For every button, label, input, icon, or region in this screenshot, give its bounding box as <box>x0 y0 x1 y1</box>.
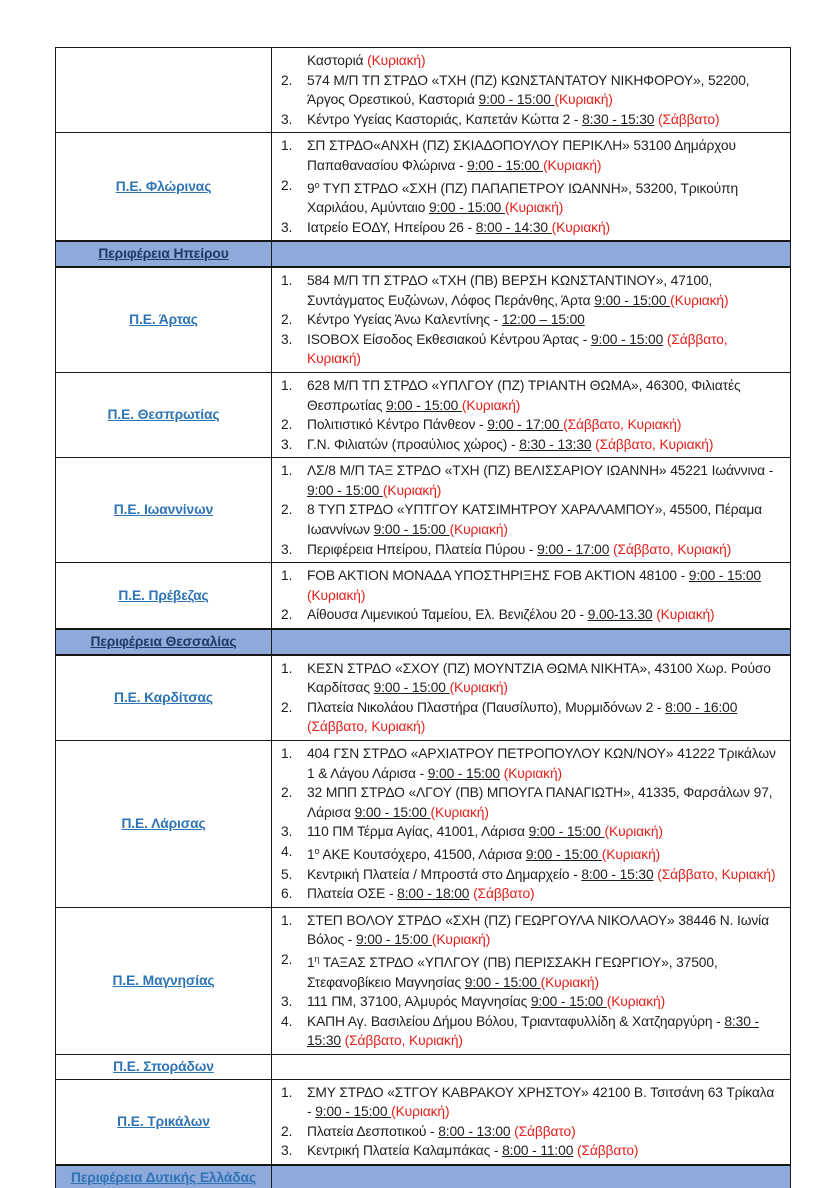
text-segment-r: (Σάββατο, Κυριακή) <box>307 719 426 735</box>
locations-cell <box>272 268 790 372</box>
text-segment-u: 9:00 - 15:00 <box>688 568 761 584</box>
text-segment-r: (Κυριακή) <box>554 92 613 108</box>
region-row <box>56 48 790 132</box>
text-segment-r: (Κυριακή) <box>543 157 602 173</box>
item-number: 1. <box>281 1084 293 1100</box>
region-link[interactable]: Π.Ε. Μαγνησίας <box>112 973 215 989</box>
section-title[interactable]: Περιφέρεια Ηπείρου <box>98 246 229 262</box>
text-segment-p: ΣΤΕΠ ΒΟΛΟΥ ΣΤΡΔΟ «ΣΧΗ (ΠΖ) ΓΕΩΡΓΟΥΛΑ ΝΙΚΟΛΑΟΥ» 38446 Ν. Ιωνία Βόλος - <box>307 912 769 948</box>
item-text <box>307 822 778 842</box>
list-item <box>281 842 778 865</box>
section-title[interactable]: Περιφέρεια Θεσσαλίας <box>90 634 237 650</box>
item-number: 1. <box>281 377 293 393</box>
text-segment-u: 9:00 - 15:00 <box>478 92 555 108</box>
region-link[interactable]: Π.Ε. Ιωαννίνων <box>113 502 214 518</box>
text-segment-p: Ιατρείο ΕΟΔΥ, Ηπείρου 26 - <box>307 219 476 235</box>
item-text <box>307 783 778 822</box>
region-name-cell <box>56 1080 272 1164</box>
text-segment-p: 8 ΤΥΠ ΣΤΡΔΟ «ΥΠΤΓΟΥ ΚΑΤΣΙΜΗΤΡΟΥ ΧΑΡΑΛΑΜΠΟΥ», 45500, Πέραμα Ιωαννίνων <box>307 502 763 538</box>
list-item <box>281 659 778 698</box>
text-segment-u: 8:00 - 13:00 <box>438 1123 511 1139</box>
item-text <box>307 435 778 455</box>
item-number: 1. <box>281 138 293 154</box>
item-number: 1. <box>281 272 293 288</box>
text-segment-p: Πλατεία Δεσποτικού - <box>307 1123 439 1139</box>
section-row <box>56 1164 790 1188</box>
item-number: 2. <box>281 72 293 88</box>
text-segment-u: 9:00 - 15:00 <box>528 824 605 840</box>
region-row <box>56 457 790 562</box>
text-segment-r: (Σάββατο, Κυριακή) <box>595 436 714 452</box>
locations-cell <box>272 242 790 266</box>
item-text <box>307 330 778 369</box>
locations-cell <box>272 563 790 628</box>
locations-cell <box>272 458 790 562</box>
region-link[interactable]: Π.Ε. Τρικάλων <box>117 1113 210 1129</box>
item-text <box>307 51 778 71</box>
text-segment-p: Κεντρική Πλατεία / Μπροστά στο Δημαρχείο - <box>307 866 582 882</box>
region-row <box>56 372 790 457</box>
text-segment-p: 584 Μ/Π ΤΠ ΣΤΡΔΟ «ΤΧΗ (ΠΒ) ΒΕΡΣΗ ΚΩΝΣΤΑΝΤΙΝΟΥ», 47100, Συντάγματος Ευζώνων, Λόφος Περάνθης, Άρτα <box>307 272 713 308</box>
region-row <box>56 1079 790 1164</box>
text-segment-u: 8:00 - 14:30 <box>475 219 552 235</box>
item-text <box>307 842 778 865</box>
text-segment-u: 12:00 – 15:00 <box>501 312 585 328</box>
text-segment-u: 9:00 - 15:00 <box>429 200 505 216</box>
text-segment-p: 111 ΠΜ, 37100, Αλμυρός Μαγνησίας <box>307 994 531 1010</box>
list-item <box>281 884 778 904</box>
text-segment-p: Πλατεία Νικολάου Πλαστήρα (Παυσίλυπο), Μυρμιδόνων 2 - <box>307 699 666 715</box>
item-text <box>307 911 778 950</box>
item-text <box>307 376 778 415</box>
item-text <box>307 698 778 737</box>
list-item <box>281 566 778 605</box>
region-row <box>56 562 790 628</box>
item-number: 3. <box>281 436 293 452</box>
region-link[interactable]: Π.Ε. Θεσπρωτίας <box>107 407 220 423</box>
item-number: 3. <box>281 111 293 127</box>
text-segment-p: Κεντρική Πλατεία Καλαμπάκας - <box>307 1143 503 1159</box>
list-item <box>281 310 778 330</box>
locations-cell <box>272 741 790 907</box>
text-segment-r: (Σάββατο, Κυριακή) <box>307 331 728 367</box>
text-segment-p: FOB AKTION ΜΟΝΑΔΑ ΥΠΟΣΤΗΡΙΞΗΣ FOB AKTION 48100 - <box>307 568 689 584</box>
text-segment-p: 32 ΜΠΠ ΣΤΡΔΟ «ΛΓΟΥ (ΠΒ) ΜΠΟΥΓΑ ΠΑΝΑΓΙΩΤΗ», 41335, Φαρσάλων 97, Λάρισα <box>307 785 773 820</box>
text-segment-u: 8:30 - 13:30 <box>519 436 592 452</box>
text-segment-r: (Σάββατο) <box>473 886 535 902</box>
region-name-cell <box>56 656 272 740</box>
item-number: 3. <box>281 331 293 347</box>
locations-cell <box>272 656 790 740</box>
region-row <box>56 132 790 240</box>
text-segment-u: 8:30 - 15:30 <box>582 111 655 127</box>
text-segment-u: 9:00 - 15:00 <box>354 804 431 820</box>
item-text <box>307 136 778 175</box>
list-item <box>281 218 778 238</box>
item-text <box>307 271 778 310</box>
text-segment-u: 9:00 - 15:00 <box>373 680 450 696</box>
list-item <box>281 176 778 218</box>
list-item <box>281 783 778 822</box>
text-segment-p: Κέντρο Υγείας Καστοριάς, Καπετάν Κώττα 2 - <box>307 111 583 127</box>
text-segment-p: ΛΣ/8 Μ/Π ΤΑΞ ΣΤΡΔΟ «ΤΧΗ (ΠΖ) ΒΕΛΙΣΣΑΡΙΟΥ ΙΩΑΝΝΗ» 45221 Ιωάννινα - <box>307 463 774 479</box>
text-segment-p: 574 Μ/Π ΤΠ ΣΤΡΔΟ «ΤΧΗ (ΠΖ) ΚΩΝΣΤΑΝΤΑΤΟΥ ΝΙΚΗΦΟΡΟΥ», 52200, Άργος Ορεστικού, Καστοριά <box>307 72 750 108</box>
item-number: 2. <box>281 951 293 967</box>
text-segment-r: (Κυριακή) <box>601 846 661 862</box>
locations-cell <box>272 1055 790 1079</box>
region-link[interactable]: Π.Ε. Φλώρινας <box>115 179 212 195</box>
text-segment-u: 9:00 - 15:00 <box>530 994 607 1010</box>
region-row <box>56 654 790 740</box>
regions-table <box>55 47 791 1188</box>
region-name-cell <box>56 48 272 132</box>
text-segment-u: 9:00 - 15:00 <box>427 765 500 781</box>
region-name-cell <box>56 563 272 628</box>
list-item <box>281 1012 778 1051</box>
item-number: 1. <box>281 463 293 479</box>
text-segment-r: (Κυριακή) <box>431 932 491 948</box>
list-item <box>281 822 778 842</box>
text-segment-r: (Σάββατο, Κυριακή) <box>657 866 776 882</box>
text-segment-r: (Σάββατο, Κυριακή) <box>563 417 682 433</box>
region-name-cell <box>56 1055 272 1079</box>
text-segment-r: (Κυριακή) <box>391 1104 450 1120</box>
item-number: 2. <box>281 607 293 623</box>
text-segment-r: (Σάββατο) <box>658 111 720 127</box>
item-number: 1. <box>281 912 293 928</box>
text-segment-r: (Κυριακή) <box>656 607 715 623</box>
text-segment-p: 404 ΓΣΝ ΣΤΡΔΟ «ΑΡΧΙΑΤΡΟΥ ΠΕΤΡΟΠΟΥΛΟΥ ΚΩΝ/ΝΟΥ» 41222 Τρικάλων 1 & Λάγου Λάρισα - <box>307 746 776 781</box>
list-item <box>281 605 778 625</box>
text-segment-p: ΤΥΠ ΣΤΡΔΟ «ΣΧΗ (ΠΖ) ΠΑΠΑΠΕΤΡΟΥ ΙΩΑΝΝΗ», 53200, Τρικούπη Χαριλάου, Αμύνταιο <box>307 180 739 216</box>
text-segment-p: 628 Μ/Π ΤΠ ΣΤΡΔΟ «ΥΠΛΓΟΥ (ΠΖ) ΤΡΙΑΝΤΗ ΘΩΜΑ», 46300, Φιλιατές Θεσπρωτίας <box>307 377 741 413</box>
item-number: 2. <box>281 312 293 328</box>
region-link[interactable]: Π.Ε. Άρτας <box>129 312 198 328</box>
text-segment-p: ΣΠ ΣΤΡΔΟ«ΑΝΧΗ (ΠΖ) ΣΚΙΑΔΟΠΟΥΛΟΥ ΠΕΡΙΚΛΗ» 53100 Δημάρχου Παπαθανασίου Φλώρινα - <box>307 138 736 173</box>
text-segment-u: 9:00 - 15:00 <box>315 1104 392 1120</box>
section-title-cell <box>56 242 272 266</box>
locations-cell <box>272 908 790 1054</box>
item-text <box>307 110 778 130</box>
text-segment-u: 9:00 - 15:00 <box>590 331 664 347</box>
item-number: 2. <box>281 1123 293 1139</box>
region-name-cell <box>56 458 272 562</box>
list-item <box>281 110 778 130</box>
text-segment-u: 9:00 - 17:00 <box>487 417 564 433</box>
item-number: 5. <box>281 866 293 882</box>
item-text <box>307 500 778 539</box>
item-number: 3. <box>281 541 293 557</box>
item-number: 3. <box>281 994 293 1010</box>
text-segment-u: 8:30 - 15:30 <box>307 1013 759 1049</box>
item-number: 2. <box>281 785 293 801</box>
list-item <box>281 698 778 737</box>
item-number: 2. <box>281 699 293 715</box>
region-name-cell <box>56 373 272 457</box>
text-segment-p: ΑΚΕ Κουτσόχερο, 41500, Λάρισα <box>319 846 526 862</box>
section-row <box>56 240 790 266</box>
item-number: 3. <box>281 824 293 840</box>
text-segment-u: 9:00 - 15:00 <box>355 932 432 948</box>
region-row <box>56 740 790 907</box>
text-segment-u: 9:00 - 15:00 <box>525 846 602 862</box>
locations-cell <box>272 373 790 457</box>
text-segment-p: Περιφέρεια Ηπείρου, Πλατεία Πύρου - <box>307 541 538 557</box>
text-segment-r: (Σάββατο, Κυριακή) <box>612 541 732 557</box>
section-title[interactable]: Περιφέρεια Δυτικής Ελλάδας <box>70 1169 257 1185</box>
text-segment-u: 9.00-13.30 <box>587 607 653 623</box>
text-segment-r: (Κυριακή) <box>449 680 508 696</box>
text-segment-r: (Κυριακή) <box>449 522 508 538</box>
list-item <box>281 271 778 310</box>
list-item <box>281 461 778 500</box>
text-segment-p: 1 <box>307 954 315 970</box>
list-item <box>281 136 778 175</box>
text-segment-r: (Κυριακή) <box>307 587 366 603</box>
list-item <box>281 540 778 560</box>
text-segment-r: (Κυριακή) <box>540 974 599 990</box>
item-text <box>307 992 778 1012</box>
item-number: 4. <box>281 1013 293 1029</box>
locations-cell <box>272 630 790 654</box>
text-segment-u: 8:00 - 15:30 <box>581 866 654 882</box>
text-segment-p: ΣΜΥ ΣΤΡΔΟ «ΣΤΓΟΥ ΚΑΒΡΑΚΟΥ ΧΡΗΣΤΟΥ» 42100 Β. Τσιτσάνη 63 Τρίκαλα - <box>307 1084 775 1120</box>
item-text <box>307 1012 778 1051</box>
list-item <box>281 1122 778 1142</box>
item-number: 6. <box>281 886 293 902</box>
text-segment-p: ISOBOX Είσοδος Εκθεσιακού Κέντρου Άρτας - <box>307 331 591 347</box>
text-segment-r: (Κυριακή) <box>604 824 663 840</box>
item-number: 1. <box>281 660 293 676</box>
item-text <box>307 950 778 992</box>
item-text <box>307 566 778 605</box>
list-item <box>281 992 778 1012</box>
item-number: 1. <box>281 568 293 584</box>
list-item <box>281 1083 778 1122</box>
text-segment-p: Κέντρο Υγείας Άνω Καλεντίνης - <box>307 312 502 328</box>
text-segment-r: (Κυριακή) <box>670 292 729 308</box>
text-segment-p: ΚΕΣΝ ΣΤΡΔΟ «ΣΧΟΥ (ΠΖ) ΜΟΥΝΤΖΙΑ ΘΩΜΑ ΝΙΚΗΤΑ», 43100 Χωρ. Ρούσο Καρδίτσας <box>307 660 771 696</box>
item-text <box>307 1083 778 1122</box>
text-segment-p: Αίθουσα Λιμενικού Ταμείου, Ελ. Βενιζέλου 20 - <box>307 607 588 623</box>
text-segment-r: (Σάββατο) <box>514 1123 576 1139</box>
region-name-cell <box>56 133 272 240</box>
item-number: 1. <box>281 746 293 761</box>
region-link[interactable]: Π.Ε. Λάρισας <box>121 816 206 832</box>
text-segment-u: 8:00 - 16:00 <box>665 699 738 715</box>
item-text <box>307 605 778 625</box>
text-segment-p: 110 ΠΜ Τέρμα Αγίας, 41001, Λάρισα <box>307 824 529 840</box>
text-segment-u: 9:00 - 17:00 <box>537 541 610 557</box>
locations-cell <box>272 133 790 240</box>
text-segment-r: (Κυριακή) <box>606 994 666 1010</box>
section-title-cell <box>56 630 272 654</box>
list-item <box>281 744 778 783</box>
text-segment-p: ΤΑΞΑΣ ΣΤΡΔΟ «ΥΠΛΓΟΥ (ΠΒ) ΠΕΡΙΣΣΑΚΗ ΓΕΩΡΓΙΟΥ», 37500, Στεφανοβίκειο Μαγνησίας <box>307 954 718 990</box>
region-row <box>56 1054 790 1079</box>
text-segment-r: (Κυριακή) <box>503 765 562 781</box>
text-segment-sup: ο <box>314 845 320 856</box>
item-text <box>307 415 778 435</box>
text-segment-u: 9:00 - 15:00 <box>307 482 383 498</box>
item-text <box>307 540 778 560</box>
region-name-cell <box>56 268 272 372</box>
text-segment-u: 8:00 - 18:00 <box>397 886 470 902</box>
list-item <box>281 1141 778 1161</box>
item-text <box>307 744 778 783</box>
section-row <box>56 628 790 654</box>
list-item <box>281 415 778 435</box>
item-text <box>307 71 778 110</box>
text-segment-p: Πλατεία ΟΣΕ - <box>307 886 398 902</box>
text-segment-r: (Κυριακή) <box>382 482 442 498</box>
item-number: 2. <box>281 177 293 193</box>
locations-cell <box>272 1166 790 1188</box>
item-number: 3. <box>281 219 293 235</box>
list-item <box>281 71 778 110</box>
item-text <box>307 218 778 238</box>
text-segment-u: 9:00 - 15:00 <box>373 522 450 538</box>
text-segment-u: 8:00 - 11:00 <box>502 1143 574 1159</box>
item-text <box>307 176 778 218</box>
region-row <box>56 907 790 1054</box>
locations-cell <box>272 1080 790 1164</box>
item-text <box>307 461 778 500</box>
text-segment-r: (Κυριακή) <box>461 397 521 413</box>
region-row <box>56 266 790 372</box>
text-segment-u: 9:00 - 15:00 <box>464 974 541 990</box>
text-segment-p: Γ.Ν. Φιλιατών (προαύλιος χώρος) - <box>307 436 520 452</box>
list-item <box>281 376 778 415</box>
text-segment-p: 9 <box>307 180 315 196</box>
list-item <box>281 435 778 455</box>
list-item <box>281 950 778 992</box>
item-text <box>307 310 778 330</box>
item-text <box>307 659 778 698</box>
region-name-cell <box>56 908 272 1054</box>
item-number: 2. <box>281 502 293 518</box>
text-segment-r: (Κυριακή) <box>430 804 489 820</box>
text-segment-u: 9:00 - 15:00 <box>594 292 671 308</box>
text-segment-r: (Σάββατο) <box>576 1143 639 1159</box>
text-segment-p: ΚΑΠΗ Αγ. Βασιλείου Δήμου Βόλου, Τριανταφυλλίδη & Χατζηαργύρη - <box>307 1013 725 1029</box>
region-link[interactable]: Π.Ε. Καρδίτσας <box>114 690 213 706</box>
item-text <box>307 865 778 885</box>
region-link[interactable]: Π.Ε. Πρέβεζας <box>118 587 209 603</box>
text-segment-sup: η <box>314 953 320 964</box>
item-text <box>307 1122 778 1142</box>
text-segment-r: (Σάββατο, Κυριακή) <box>344 1033 463 1049</box>
region-name-cell <box>56 741 272 907</box>
text-segment-sup: ο <box>314 179 320 190</box>
item-number: 2. <box>281 417 293 433</box>
text-segment-r: (Κυριακή) <box>504 200 564 216</box>
locations-cell <box>272 48 790 132</box>
item-text <box>307 1141 778 1161</box>
list-item <box>281 865 778 885</box>
list-item <box>281 330 778 369</box>
item-text <box>307 884 778 904</box>
text-segment-r: (Κυριακή) <box>367 53 426 68</box>
text-segment-p: 1 <box>307 846 315 862</box>
text-segment-p: Καστοριά <box>307 53 368 68</box>
item-number: 3. <box>281 1143 293 1159</box>
list-item <box>281 51 778 71</box>
item-number: 4. <box>281 843 293 859</box>
section-title-cell <box>56 1166 272 1188</box>
list-item <box>281 500 778 539</box>
text-segment-r: (Κυριακή) <box>551 219 610 235</box>
list-item <box>281 911 778 950</box>
text-segment-u: 9:00 - 15:00 <box>386 397 462 413</box>
text-segment-u: 9:00 - 15:00 <box>467 157 544 173</box>
region-link[interactable]: Π.Ε. Σποράδων <box>113 1058 214 1074</box>
item-number <box>281 51 307 71</box>
text-segment-p: Πολιτιστικό Κέντρο Πάνθεον - <box>307 417 488 433</box>
